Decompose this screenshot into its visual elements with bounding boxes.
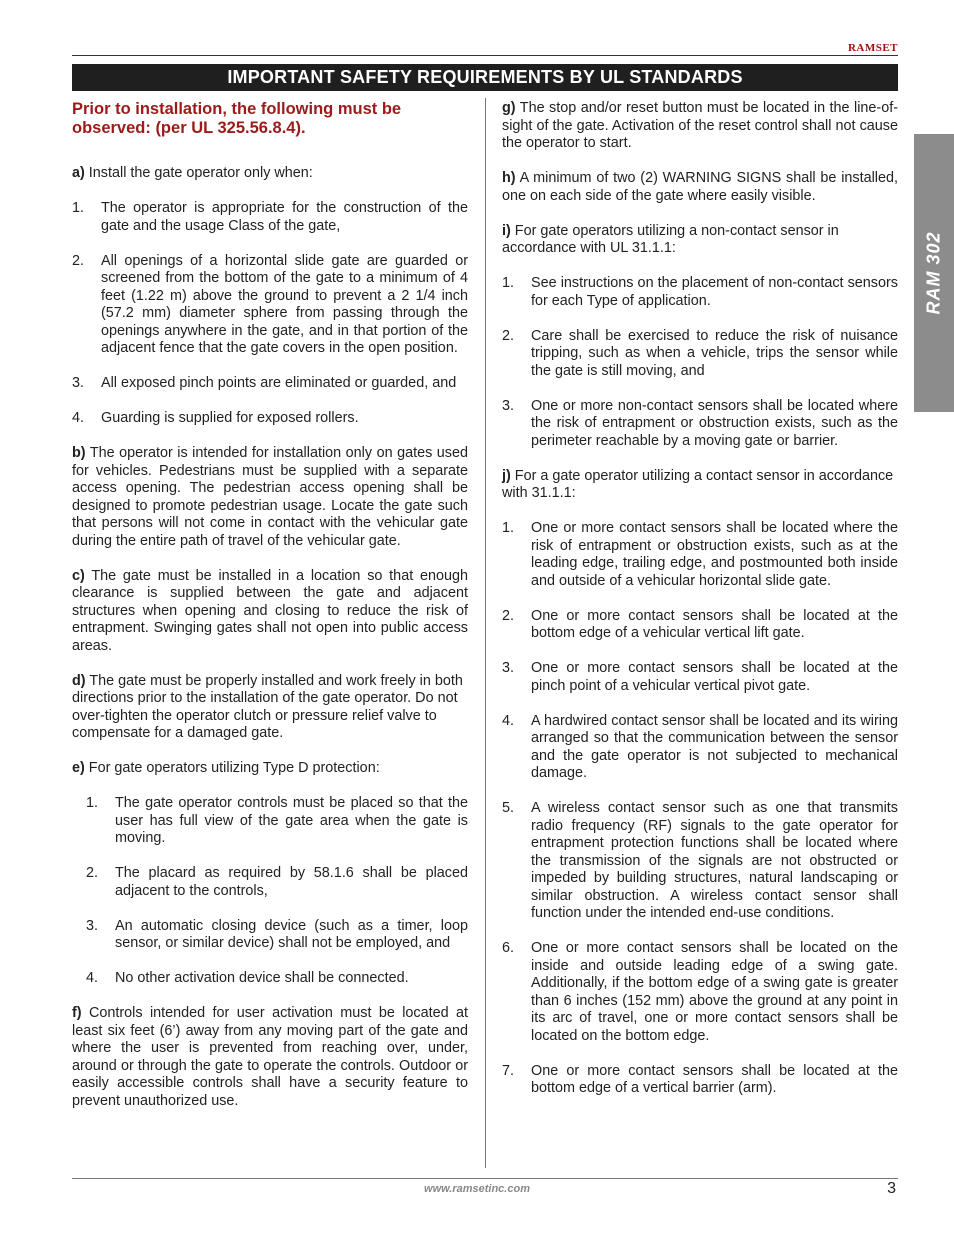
list-e xyxy=(72,795,468,988)
list-item xyxy=(502,398,898,451)
section-text: The stop and/or reset button must be located in the line-of-sight of the gate. Activation of the reset control shall not cause the operator to start. xyxy=(502,100,898,151)
list-item xyxy=(86,795,468,848)
item-text: The gate operator controls must be placed so that the user has full view of the gate area when the gate is moving. xyxy=(115,795,468,846)
item-number: 3. xyxy=(72,375,85,391)
list-item xyxy=(86,918,468,953)
section-text: The gate must be properly installed and work freely in both directions prior to the installation of the gate operator. Do not over-tighten the operator clutch or pressure relief valve to compensate for a damaged gate. xyxy=(72,672,463,741)
side-tab-label: RAM 302 xyxy=(923,231,944,315)
section-c xyxy=(72,568,468,656)
item-number: 4. xyxy=(72,410,85,426)
list-item xyxy=(86,970,468,988)
lead-heading: Prior to installation, the following must be observed: (per UL 325.56.8.4). xyxy=(72,100,402,137)
section-j xyxy=(502,468,898,503)
section-key: j) xyxy=(502,467,511,484)
item-text: One or more contact sensors shall be located at the bottom edge of a vehicular vertical lift gate. xyxy=(531,607,898,641)
section-b xyxy=(72,445,468,550)
list-item xyxy=(502,800,898,923)
section-i xyxy=(502,223,898,258)
list-item xyxy=(72,410,468,428)
section-text: A minimum of two (2) WARNING SIGNS shall be installed, one on each side of the gate where easily visible. xyxy=(502,170,898,204)
item-number: 2. xyxy=(86,865,99,881)
section-text: For a gate operator utilizing a contact sensor in accordance with 31.1.1: xyxy=(502,467,894,501)
item-number: 5. xyxy=(502,800,515,816)
section-d xyxy=(72,673,468,743)
item-number: 3. xyxy=(502,397,515,414)
section-key: d) xyxy=(72,672,86,689)
item-text: One or more contact sensors shall be located on the inside and outside leading edge of a swing gate. Additionally, if the bottom edge of a swing gate is greater than 6 inches (152 mm) above the ground at any point in its arc of travel, one or more contact sensors shall be located on the bottom edge. xyxy=(531,940,898,1044)
top-divider xyxy=(72,55,898,56)
list-i xyxy=(502,275,898,450)
item-text: One or more non-contact sensors shall be located where the risk of entrapment or obstruction exists, such as the perimeter reachable by a moving gate or barrier. xyxy=(531,397,898,449)
item-text: The operator is appropriate for the construction of the gate and the usage Class of the gate, xyxy=(101,200,468,234)
list-item xyxy=(502,328,898,381)
section-a xyxy=(72,165,468,183)
section-e xyxy=(72,760,468,778)
item-number: 1. xyxy=(502,520,515,536)
item-number: 6. xyxy=(502,940,515,956)
item-number: 1. xyxy=(502,275,515,291)
section-text: The operator is intended for installation only on gates used for vehicles. Pedestrians must be supplied with a separate access opening. The pedestrian access opening shall be designed to promote pedestrian usage. Locate the gate such that persons will not come in contact with the vehicular gate during the entire path of travel of the vehicular gate. xyxy=(72,445,468,549)
section-text: Install the gate operator only when: xyxy=(84,165,313,181)
section-key: e) xyxy=(72,760,85,776)
section-key: f) xyxy=(72,1005,82,1021)
section-text: For gate operators utilizing Type D protection: xyxy=(84,760,380,776)
section-key: h) xyxy=(502,170,516,186)
item-text: All exposed pinch points are eliminated or guarded, and xyxy=(101,375,457,391)
section-key: a) xyxy=(72,165,85,181)
item-text: An automatic closing device (such as a timer, loop sensor, or similar device) shall not be employed, and xyxy=(115,917,468,951)
bottom-divider xyxy=(72,1178,898,1179)
footer-url[interactable]: www.ramsetinc.com xyxy=(424,1183,530,1195)
section-key: c) xyxy=(72,567,85,584)
column-divider xyxy=(485,98,486,1168)
item-number: 4. xyxy=(86,970,99,986)
section-text: For gate operators utilizing a non-contact sensor in accordance with UL 31.1.1: xyxy=(502,222,839,256)
right-column xyxy=(502,100,898,1115)
section-h xyxy=(502,170,898,205)
list-item xyxy=(502,660,898,695)
item-text: A hardwired contact sensor shall be located and its wiring arranged so that the communication between the sensor and the gate operator is not subjected to mechanical damage. xyxy=(531,712,898,781)
item-text: One or more contact sensors shall be located at the pinch point of a vehicular vertical pivot gate. xyxy=(531,660,898,694)
item-number: 7. xyxy=(502,1062,515,1079)
list-item xyxy=(502,520,898,590)
list-item xyxy=(86,865,468,900)
section-f xyxy=(72,1005,468,1110)
list-item xyxy=(502,713,898,783)
item-number: 1. xyxy=(86,795,99,811)
section-text: Controls intended for user activation must be located at least six feet (6’) away from any moving part of the gate and where the user is prevented from reaching over, under, around or through the gate to operate the controls. Outdoor or easily accessible controls shall have a security feature to prevent unauthorized use. xyxy=(72,1005,468,1109)
item-text: See instructions on the placement of non-contact sensors for each Type of application. xyxy=(531,275,898,309)
list-item xyxy=(502,1063,898,1098)
section-text: The gate must be installed in a location so that enough clearance is supplied between the gate and adjacent structures when opening and closing to reduce the risk of entrapment. Swinging gates shall not open into public access areas. xyxy=(72,567,468,654)
list-a xyxy=(72,200,468,428)
section-g xyxy=(502,100,898,153)
item-text: All openings of a horizontal slide gate are guarded or screened from the bottom of the gate to a minimum of 4 feet (1.22 m) above the ground to prevent a 2 1/4 inch (57.2 mm) diameter sphere from passing through the openings anywhere in the gate, and in that portion of the adjacent fence that the gate covers in the open position. xyxy=(101,252,468,356)
item-number: 3. xyxy=(86,917,99,934)
item-number: 2. xyxy=(502,607,515,624)
list-item xyxy=(502,608,898,643)
list-item xyxy=(502,940,898,1045)
brand-logo: RAMSET xyxy=(847,42,898,54)
list-item xyxy=(72,200,468,235)
section-key: b) xyxy=(72,445,86,461)
item-number: 4. xyxy=(502,712,515,729)
item-text: One or more contact sensors shall be located at the bottom edge of a vertical barrier (arm). xyxy=(531,1062,898,1096)
item-text: The placard as required by 58.1.6 shall be placed adjacent to the controls, xyxy=(115,865,468,899)
list-item xyxy=(72,375,468,393)
item-number: 2. xyxy=(502,327,515,344)
page-title: IMPORTANT SAFETY REQUIREMENTS BY UL STANDARDS xyxy=(72,64,898,91)
item-number: 3. xyxy=(502,660,515,676)
item-text: Care shall be exercised to reduce the risk of nuisance tripping, such as when a vehicle, trips the sensor while the gate is still moving, and xyxy=(531,327,898,379)
left-column xyxy=(72,100,468,1128)
side-tab xyxy=(914,134,954,412)
item-text: A wireless contact sensor such as one that transmits radio frequency (RF) signals to the gate operator for entrapment protection functions shall be located where the transmission of the signals are not obstructed or impeded by building structures, natural landscaping or similar obstruction. A wireless contact sensor shall function under the intended end-use conditions. xyxy=(531,800,898,921)
page-number: 3 xyxy=(887,1180,896,1197)
section-key: i) xyxy=(502,222,511,239)
item-text: No other activation device shall be connected. xyxy=(115,970,409,986)
item-number: 1. xyxy=(72,200,85,216)
item-text: Guarding is supplied for exposed rollers. xyxy=(101,410,359,426)
list-item xyxy=(502,275,898,310)
list-item xyxy=(72,253,468,358)
section-key: g) xyxy=(502,100,516,116)
item-text: One or more contact sensors shall be located where the risk of entrapment or obstruction exists, such as at the leading edge, trailing edge, and postmounted both inside and outside of a vehicular horizontal slide gate. xyxy=(531,520,898,589)
list-j xyxy=(502,520,898,1098)
item-number: 2. xyxy=(72,252,85,269)
